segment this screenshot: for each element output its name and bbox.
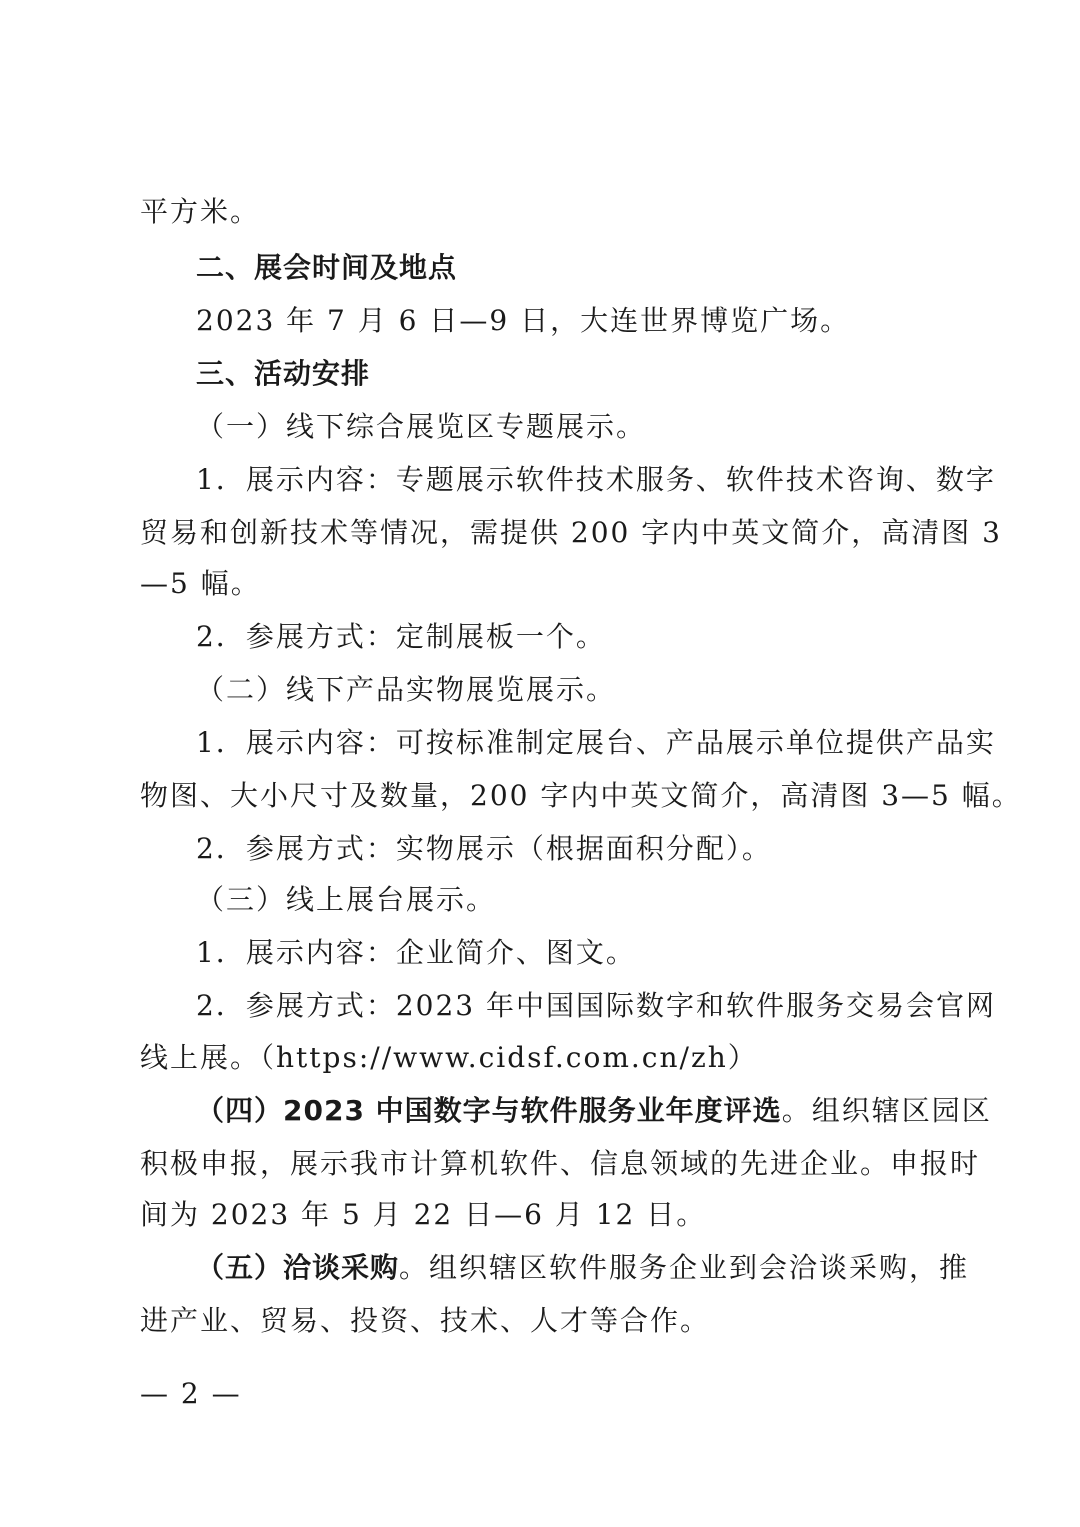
paragraph-line: 2．参展方式：2023 年中国国际数字和软件服务交易会官网 [196, 989, 996, 1022]
subsection-heading: （一）线下综合展览区专题展示。 [196, 410, 647, 443]
paragraph-line [196, 1250, 970, 1286]
paragraph-line: 平方米。 [140, 195, 261, 228]
paragraph-line: 1．展示内容：企业简介、图文。 [196, 936, 636, 969]
subsection-heading: （二）线下产品实物展览展示。 [196, 673, 617, 706]
paragraph-line: 间为 2023 年 5 月 22 日—6 月 12 日。 [140, 1198, 707, 1231]
section-heading: 二、展会时间及地点 [196, 251, 458, 284]
page-number: — 2 — [140, 1377, 242, 1410]
subsection-heading: （三）线上展台展示。 [196, 883, 497, 916]
paragraph-line [196, 1093, 992, 1129]
paragraph-text: 。组织辖区园区 [781, 1094, 992, 1127]
paragraph-line: 贸易和创新技术等情况，需提供 200 字内中英文简介，高清图 3 [140, 516, 1002, 549]
paragraph-line: 物图、大小尺寸及数量，200 字内中英文简介，高清图 3—5 幅。 [140, 779, 1022, 812]
section-heading: 三、活动安排 [196, 357, 371, 390]
subsection-heading: （四）2023 中国数字与软件服务业年度评选 [196, 1094, 782, 1127]
paragraph-line: 1．展示内容：专题展示软件技术服务、软件技术咨询、数字 [196, 463, 996, 496]
paragraph-line: 进产业、贸易、投资、技术、人才等合作。 [140, 1304, 711, 1337]
paragraph-line: 积极申报，展示我市计算机软件、信息领域的先进企业。申报时 [140, 1147, 981, 1180]
paragraph-line: 线上展。（https://www.cidsf.com.cn/zh） [140, 1041, 758, 1074]
paragraph-line: 2．参展方式：实物展示（根据面积分配）。 [196, 832, 772, 865]
subsection-heading: （五）洽谈采购 [196, 1251, 400, 1284]
paragraph-line: 2023 年 7 月 6 日—9 日，大连世界博览广场。 [196, 304, 851, 337]
paragraph-line: 1．展示内容：可按标准制定展台、产品展示单位提供产品实 [196, 726, 996, 759]
paragraph-text: 。组织辖区软件服务企业到会洽谈采购，推 [399, 1251, 970, 1284]
paragraph-line: —5 幅。 [140, 567, 261, 600]
paragraph-line: 2．参展方式：定制展板一个。 [196, 620, 606, 653]
